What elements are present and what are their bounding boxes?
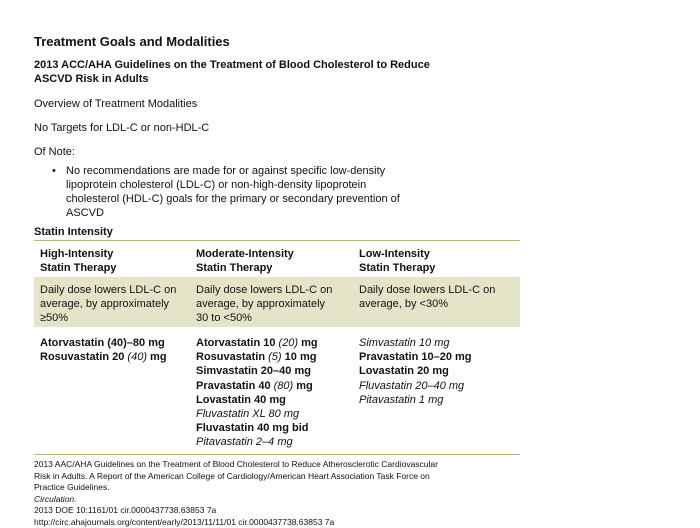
citation-line: Risk in Adults. A Report of the American College of Cardiology/American Heart Association Task Force on [34,471,514,483]
effect-low [359,283,509,311]
drug-item: Pitavastatin 1 mg [359,393,472,407]
drug-name: Rosuvastatin [196,351,268,363]
header-line: Low-Intensity [359,247,435,261]
drug-dose: –80 mg [127,337,165,349]
effect-line: Daily dose lowers LDL-C on [196,283,346,297]
effect-line: average, by approximately [40,297,190,311]
drug-optional-dose: (5) [268,351,281,363]
citation-line: 2013 AAC/AHA Guidelines on the Treatment of Blood Cholesterol to Reduce Atherosclerotic Cardiovascular [34,459,514,471]
effect-line: ≥50% [40,311,190,325]
header-low-intensity [359,247,435,275]
overview-text: Overview of Treatment Modalities [34,98,197,110]
effect-line: Daily dose lowers LDL-C on [40,283,190,297]
drug-name: Atorvastatin (40) [40,337,127,349]
effect-line: average, by approximately [196,297,346,311]
guideline-subtitle: 2013 ACC/AHA Guidelines on the Treatment of Blood Cholesterol to Reduce ASCVD Risk in Adults [34,58,434,86]
drug-unit: mg [298,337,318,349]
drug-item [196,336,318,350]
drug-item: Pitavastatin 2–4 mg [196,435,318,449]
header-line: Moderate-Intensity [196,247,294,261]
drug-optional-dose: (80) [274,380,294,392]
header-line: Statin Therapy [40,261,116,275]
drug-optional-dose: (40) [127,351,147,363]
drug-item: Fluvastatin 20–40 mg [359,379,472,393]
drug-item [196,379,318,393]
drug-item: Simvastatin 20–40 mg [196,364,318,378]
drug-unit: mg [293,380,313,392]
drug-name: Atorvastatin 10 [196,337,279,349]
header-line: Statin Therapy [359,261,435,275]
effect-moderate [196,283,346,325]
page-title: Treatment Goals and Modalities [34,34,230,49]
citation-line [34,482,514,505]
drug-item: Lovastatin 20 mg [359,364,472,378]
drug-item [40,336,167,350]
statin-intensity-label: Statin Intensity [34,226,113,238]
drug-unit: mg [147,351,167,363]
no-targets-text: No Targets for LDL-C or non-HDL-C [34,122,209,134]
table-bottom-rule [34,454,520,455]
journal-name: Circulation. [34,494,77,504]
drug-item [196,350,318,364]
drug-optional-dose: (20) [279,337,299,349]
citation-line: 2013 DOE 10:1161/01 cir.0000437738.63853 7a [34,505,514,517]
drug-item: Simvastatin 10 mg [359,336,472,350]
of-note-label: Of Note: [34,146,75,158]
drug-item: Pravastatin 10–20 mg [359,350,472,364]
header-moderate-intensity [196,247,294,275]
effect-line: Daily dose lowers LDL-C on [359,283,509,297]
drug-item: Fluvastatin 40 mg bid [196,421,318,435]
of-note-bullet [60,164,410,220]
bullet-marker: • [52,164,56,178]
low-intensity-drugs [359,336,472,407]
header-line: Statin Therapy [196,261,294,275]
header-line: High-Intensity [40,247,116,261]
citation-url: http://circ.ahajournals.org/content/early/2013/11/11/01 cir.0000437738.63853 7a [34,517,514,528]
drug-name: Rosuvastatin 20 [40,351,127,363]
drug-unit: 10 mg [282,351,317,363]
citation-text: Practice Guidelines. [34,482,514,494]
of-note-bullet-text: No recommendations are made for or against specific low-density lipoprotein cholesterol (LDL-C) or non-high-density lipoprotein cholesterol (HDL-C) goals for the primary or secondary prevention of ASCVD [60,164,410,220]
effect-line: average, by <30% [359,297,509,311]
drug-item: Lovastatin 40 mg [196,393,318,407]
drug-item: Fluvastatin XL 80 mg [196,407,318,421]
high-intensity-drugs [40,336,167,364]
citation [34,459,514,528]
drug-name: Pravastatin 40 [196,380,274,392]
table-top-rule [34,240,520,241]
effect-high [40,283,190,325]
moderate-intensity-drugs [196,336,318,450]
drug-item [40,350,167,364]
effect-line: 30 to <50% [196,311,346,325]
header-high-intensity [40,247,116,275]
